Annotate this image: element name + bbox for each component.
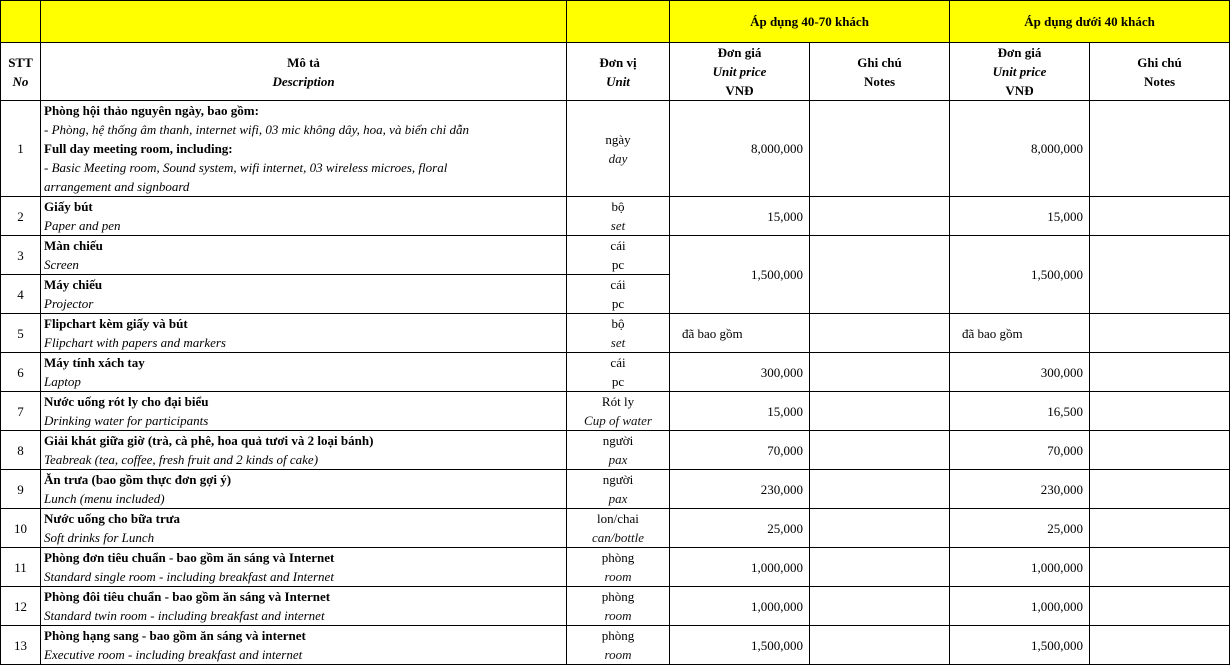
row-description: Phòng hạng sang - bao gồm ăn sáng và internet Executive room - including breakfast and internet [41, 626, 567, 665]
table-row [1, 236, 1230, 275]
row-description: Giấy bút Paper and pen [41, 197, 567, 236]
row-price-b: 300,000 [950, 353, 1090, 392]
row-number: 8 [1, 431, 41, 470]
row-notes-b [1090, 548, 1230, 587]
col-header-price-a: Đơn giá Unit price VNĐ [670, 43, 810, 101]
row-description: Flipchart kèm giấy và bút Flipchart with papers and markers [41, 314, 567, 353]
row-unit: cái pc [567, 353, 670, 392]
row-price-a: 1,500,000 [670, 626, 810, 665]
row-unit: bộ set [567, 197, 670, 236]
table-row [1, 101, 1230, 197]
row-price-b: 1,500,000 [950, 626, 1090, 665]
table-row [1, 548, 1230, 587]
row-notes-b [1090, 314, 1230, 353]
row-notes-a [810, 197, 950, 236]
row-notes-b [1090, 197, 1230, 236]
row-notes-a [810, 587, 950, 626]
row-number: 4 [1, 275, 41, 314]
row-unit: phòng room [567, 587, 670, 626]
row-number: 13 [1, 626, 41, 665]
header-blank-unit [567, 1, 670, 43]
row-price-a: 8,000,000 [670, 101, 810, 197]
row-notes-a [810, 101, 950, 197]
table-row [1, 509, 1230, 548]
row-number: 11 [1, 548, 41, 587]
row-price-b: 16,500 [950, 392, 1090, 431]
row-number: 10 [1, 509, 41, 548]
col-header-unit: Đơn vị Unit [567, 43, 670, 101]
row-unit: bộ set [567, 314, 670, 353]
row-unit: phòng room [567, 626, 670, 665]
row-number: 2 [1, 197, 41, 236]
row-unit: ngày day [567, 101, 670, 197]
row-price-b: 15,000 [950, 197, 1090, 236]
row-notes-b [1090, 101, 1230, 197]
row-notes-a [810, 431, 950, 470]
row-description: Nước uống rót ly cho đại biểu Drinking water for participants [41, 392, 567, 431]
row-notes-b [1090, 470, 1230, 509]
row-number: 9 [1, 470, 41, 509]
col-header-notes-a: Ghi chú Notes [810, 43, 950, 101]
row-price-b: 25,000 [950, 509, 1090, 548]
merged-price-a: 1,500,000 [670, 236, 810, 314]
row-price-a: 15,000 [670, 197, 810, 236]
row-number: 5 [1, 314, 41, 353]
row-description: Phòng đôi tiêu chuẩn - bao gồm ăn sáng và Internet Standard twin room - including breakfast and internet [41, 587, 567, 626]
row-notes-b [1090, 626, 1230, 665]
row-price-a: 70,000 [670, 431, 810, 470]
col-header-price-b: Đơn giá Unit price VNĐ [950, 43, 1090, 101]
row-number: 12 [1, 587, 41, 626]
table-row [1, 626, 1230, 665]
row-unit: Rót ly Cup of water [567, 392, 670, 431]
group-header-40-70: Áp dụng 40-70 khách [670, 1, 950, 43]
row-notes-b [1090, 392, 1230, 431]
row-number: 6 [1, 353, 41, 392]
row-unit: cái pc [567, 236, 670, 275]
row-notes-b [1090, 587, 1230, 626]
row-description: Phòng hội thảo nguyên ngày, bao gồm: - Phòng, hệ thống âm thanh, internet wifi, 03 mic không dây, hoa, và biển chỉ dẫn Full day meeting room, including: - Basic Meeting room, Sound system, wifi internet, 03 wireless microes, floral arrangement and signboard [41, 101, 567, 197]
table-row [1, 470, 1230, 509]
row-unit: lon/chai can/bottle [567, 509, 670, 548]
row-notes-a [810, 548, 950, 587]
row-price-b: đã bao gồm [950, 314, 1090, 353]
table-row [1, 314, 1230, 353]
row-price-b: 70,000 [950, 431, 1090, 470]
row-notes-a [810, 392, 950, 431]
row-description: Màn chiếu Screen [41, 236, 567, 275]
row-description: Máy chiếu Projector [41, 275, 567, 314]
column-header-row [1, 43, 1230, 101]
row-price-a: 25,000 [670, 509, 810, 548]
header-blank-desc [41, 1, 567, 43]
row-price-a: đã bao gồm [670, 314, 810, 353]
row-unit: người pax [567, 470, 670, 509]
row-notes-a [810, 353, 950, 392]
row-unit: người pax [567, 431, 670, 470]
group-header-under-40: Áp dụng dưới 40 khách [950, 1, 1230, 43]
row-price-a: 1,000,000 [670, 587, 810, 626]
row-price-b: 230,000 [950, 470, 1090, 509]
merged-notes-a [810, 236, 950, 314]
row-notes-a [810, 470, 950, 509]
row-notes-b [1090, 509, 1230, 548]
merged-notes-b [1090, 236, 1230, 314]
group-header-row [1, 1, 1230, 43]
row-number: 3 [1, 236, 41, 275]
col-header-notes-b: Ghi chú Notes [1090, 43, 1230, 101]
row-notes-a [810, 626, 950, 665]
header-blank-stt [1, 1, 41, 43]
row-price-b: 8,000,000 [950, 101, 1090, 197]
row-description: Máy tính xách tay Laptop [41, 353, 567, 392]
table-row [1, 587, 1230, 626]
table-row [1, 392, 1230, 431]
row-price-b: 1,000,000 [950, 548, 1090, 587]
row-price-a: 15,000 [670, 392, 810, 431]
row-notes-b [1090, 431, 1230, 470]
row-notes-a [810, 314, 950, 353]
row-number: 1 [1, 101, 41, 197]
row-description: Ăn trưa (bao gồm thực đơn gợi ý) Lunch (menu included) [41, 470, 567, 509]
row-notes-b [1090, 353, 1230, 392]
row-price-b: 1,000,000 [950, 587, 1090, 626]
table-row [1, 197, 1230, 236]
row-description: Nước uống cho bữa trưa Soft drinks for Lunch [41, 509, 567, 548]
row-price-a: 230,000 [670, 470, 810, 509]
col-header-stt: STT No [1, 43, 41, 101]
row-description: Phòng đơn tiêu chuẩn - bao gồm ăn sáng và Internet Standard single room - including breakfast and Internet [41, 548, 567, 587]
row-unit: phòng room [567, 548, 670, 587]
row-notes-a [810, 509, 950, 548]
row-number: 7 [1, 392, 41, 431]
table-row [1, 353, 1230, 392]
row-price-a: 1,000,000 [670, 548, 810, 587]
row-unit: cái pc [567, 275, 670, 314]
col-header-description: Mô tả Description [41, 43, 567, 101]
row-price-a: 300,000 [670, 353, 810, 392]
row-description: Giải khát giữa giờ (trà, cà phê, hoa quả tươi và 2 loại bánh) Teabreak (tea, coffee, fresh fruit and 2 kinds of cake) [41, 431, 567, 470]
merged-price-b: 1,500,000 [950, 236, 1090, 314]
table-row [1, 431, 1230, 470]
